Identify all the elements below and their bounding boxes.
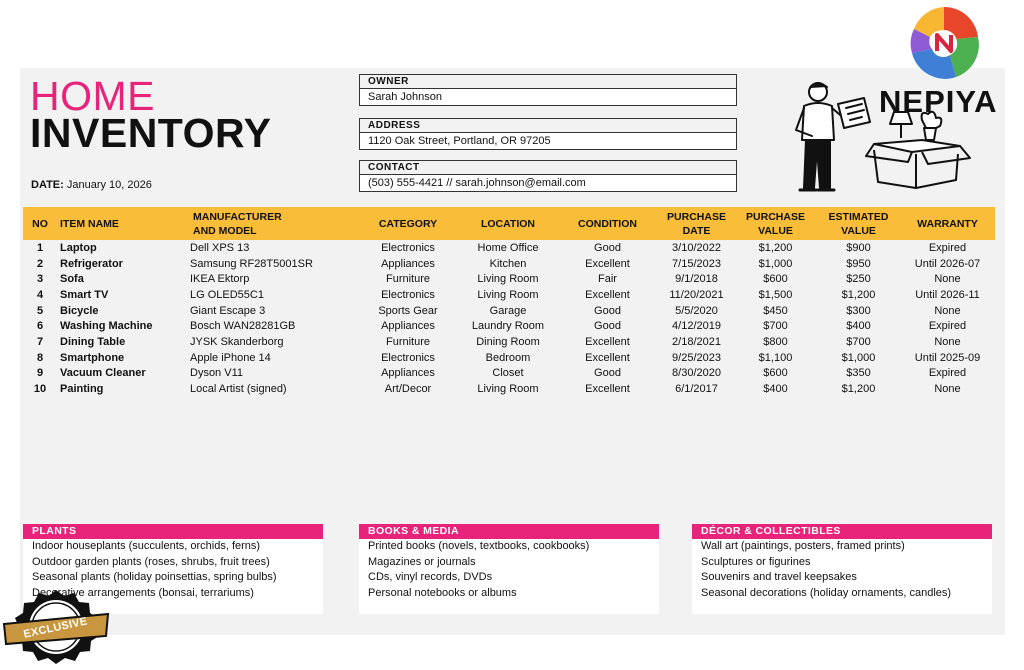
- cell-purchase-value: $800: [763, 335, 788, 348]
- cell-no: 9: [36, 367, 44, 380]
- table-row[interactable]: [23, 271, 995, 287]
- cell-category: Electronics: [381, 351, 435, 364]
- cell-condition: Good: [594, 320, 621, 333]
- cell-item-name: Smart TV: [60, 288, 109, 301]
- cell-warranty: Expired: [928, 320, 967, 333]
- cell-condition: Excellent: [585, 383, 630, 396]
- category-item: Wall art (paintings, posters, framed prints): [701, 540, 905, 552]
- cell-purchase-value: $1,200: [758, 241, 793, 254]
- header-condition: CONDITION: [556, 207, 659, 240]
- header-pvalue-line1: PURCHASE: [746, 210, 805, 223]
- category-panel-decor-collectibles: [692, 524, 992, 614]
- header-manufacturer-line2: AND MODEL: [193, 224, 257, 237]
- cell-condition: Excellent: [585, 257, 630, 270]
- header-pdate-line1: PURCHASE: [667, 210, 726, 223]
- cell-manufacturer: Samsung RF28T5001SR: [190, 257, 313, 270]
- table-row[interactable]: [23, 334, 995, 350]
- cell-estimated-value: $1,200: [841, 288, 876, 301]
- category-title: PLANTS: [23, 524, 323, 539]
- table-row[interactable]: [23, 318, 995, 334]
- category-item: Seasonal decorations (holiday ornaments, candles): [701, 586, 952, 599]
- table-row[interactable]: [23, 256, 995, 272]
- date-value: January 10, 2026: [66, 179, 152, 191]
- cell-purchase-date: 11/20/2021: [669, 288, 724, 301]
- cell-location: Laundry Room: [471, 320, 545, 333]
- table-header-row: [23, 207, 995, 240]
- contact-value[interactable]: (503) 555-4421 // sarah.johnson@email.com: [368, 177, 586, 189]
- category-item: Outdoor garden plants (roses, shrubs, fruit trees): [32, 555, 270, 568]
- category-item: CDs, vinyl records, DVDs: [368, 571, 493, 584]
- cell-manufacturer: Giant Escape 3: [190, 304, 266, 317]
- header-purchase-date: [659, 207, 734, 240]
- cell-manufacturer: IKEA Ektorp: [190, 273, 250, 286]
- cell-location: Living Room: [477, 288, 539, 301]
- table-row[interactable]: [23, 381, 995, 397]
- cell-category: Appliances: [381, 367, 435, 380]
- cell-location: Living Room: [477, 383, 539, 396]
- address-value[interactable]: 1120 Oak Street, Portland, OR 97205: [368, 135, 551, 147]
- cell-purchase-date: 8/30/2020: [672, 367, 721, 380]
- cell-warranty: Expired: [928, 241, 967, 254]
- cell-no: 1: [36, 241, 44, 254]
- cell-condition: Fair: [598, 273, 617, 286]
- cell-condition: Excellent: [585, 288, 630, 301]
- address-box: [359, 118, 737, 150]
- table-row[interactable]: [23, 287, 995, 303]
- cell-item-name: Laptop: [60, 241, 97, 254]
- category-item: Seasonal plants (holiday poinsettias, spring bulbs): [32, 571, 277, 584]
- cell-no: 5: [36, 304, 44, 317]
- header-pvalue-line2: VALUE: [758, 224, 793, 237]
- cell-estimated-value: $400: [846, 320, 871, 333]
- cell-manufacturer: Dell XPS 13: [190, 241, 250, 254]
- cell-purchase-date: 9/1/2018: [675, 273, 718, 286]
- cell-purchase-date: 2/18/2021: [672, 335, 721, 348]
- header-manufacturer-line1: MANUFACTURER: [193, 210, 282, 223]
- cell-warranty: None: [934, 304, 961, 317]
- cell-purchase-value: $700: [763, 320, 788, 333]
- cell-item-name: Bicycle: [60, 304, 99, 317]
- cell-category: Appliances: [381, 257, 435, 270]
- cell-manufacturer: JYSK Skanderborg: [190, 335, 284, 348]
- cell-purchase-value: $1,500: [758, 288, 793, 301]
- cell-category: Sports Gear: [378, 304, 438, 317]
- header-estimated-value: [817, 207, 900, 240]
- cell-purchase-date: 7/15/2023: [672, 257, 721, 270]
- cell-condition: Good: [594, 367, 621, 380]
- cell-purchase-date: 4/12/2019: [672, 320, 721, 333]
- nepiya-logo-icon: [904, 3, 984, 81]
- header-warranty: WARRANTY: [900, 207, 995, 240]
- cell-category: Art/Decor: [384, 383, 432, 396]
- category-item: Magazines or journals: [368, 555, 476, 568]
- cell-warranty: None: [934, 273, 961, 286]
- address-label: ADDRESS: [360, 119, 736, 133]
- cell-manufacturer: Local Artist (signed): [190, 383, 287, 396]
- cell-no: 6: [36, 320, 44, 333]
- category-title: BOOKS & MEDIA: [359, 524, 659, 539]
- cell-purchase-value: $450: [763, 304, 788, 317]
- header-purchase-value: [734, 207, 817, 240]
- cell-purchase-date: 3/10/2022: [672, 241, 721, 254]
- header-category: CATEGORY: [356, 207, 460, 240]
- cell-condition: Good: [594, 304, 621, 317]
- cell-no: 8: [36, 351, 44, 364]
- cell-manufacturer: LG OLED55C1: [190, 288, 264, 301]
- cell-warranty: Until 2026-11: [915, 288, 980, 301]
- cell-condition: Good: [594, 241, 621, 254]
- date-line: [31, 179, 152, 191]
- table-body: [23, 240, 995, 397]
- exclusive-badge-label: EXCLUSIVE: [22, 615, 89, 641]
- cell-manufacturer: Dyson V11: [190, 367, 243, 380]
- cell-estimated-value: $300: [846, 304, 871, 317]
- cell-warranty: Until 2025-09: [914, 351, 981, 364]
- header-evalue-line1: ESTIMATED: [828, 210, 889, 223]
- cell-purchase-value: $1,000: [758, 257, 793, 270]
- cell-purchase-date: 6/1/2017: [675, 383, 718, 396]
- cell-warranty: None: [934, 335, 961, 348]
- cell-item-name: Sofa: [60, 273, 84, 286]
- contact-label: CONTACT: [360, 161, 736, 175]
- cell-purchase-value: $600: [763, 367, 788, 380]
- owner-box: [359, 74, 737, 106]
- cell-no: 2: [36, 257, 44, 270]
- cell-estimated-value: $1,000: [841, 351, 876, 364]
- cell-location: Living Room: [477, 273, 539, 286]
- cell-condition: Excellent: [585, 351, 630, 364]
- header-no: NO: [23, 207, 57, 240]
- cell-condition: Excellent: [585, 335, 630, 348]
- cell-no: 3: [36, 273, 44, 286]
- cell-purchase-date: 9/25/2023: [672, 351, 721, 364]
- cell-location: Garage: [489, 304, 527, 317]
- category-panel-books-media: [359, 524, 659, 614]
- title-line-inventory: INVENTORY: [30, 110, 272, 156]
- category-item: Personal notebooks or albums: [368, 586, 517, 599]
- header-location: LOCATION: [460, 207, 556, 240]
- cell-estimated-value: $950: [846, 257, 871, 270]
- category-item: Sculptures or figurines: [701, 555, 811, 568]
- header-pdate-line2: DATE: [682, 224, 711, 237]
- title-line-home: HOME: [30, 73, 155, 119]
- cell-location: Home Office: [477, 241, 539, 254]
- cell-purchase-value: $600: [763, 273, 788, 286]
- cell-no: 7: [36, 335, 44, 348]
- cell-location: Dining Room: [476, 335, 540, 348]
- cell-item-name: Dining Table: [60, 335, 126, 348]
- category-item: Decorative arrangements (bonsai, terrariums): [32, 586, 254, 599]
- header-manufacturer: [190, 207, 356, 240]
- cell-purchase-date: 5/5/2020: [675, 304, 718, 317]
- cell-warranty: None: [934, 383, 961, 396]
- date-label: DATE:: [31, 179, 64, 191]
- header-evalue-line2: VALUE: [841, 224, 876, 237]
- brand-name: NEPIYA: [879, 84, 998, 119]
- cell-item-name: Painting: [60, 383, 104, 396]
- cell-estimated-value: $1,200: [841, 383, 876, 396]
- table-row[interactable]: [23, 303, 995, 319]
- owner-label: OWNER: [360, 75, 736, 89]
- cell-estimated-value: $350: [846, 367, 871, 380]
- cell-purchase-value: $1,100: [758, 351, 793, 364]
- category-item: Printed books (novels, textbooks, cookbooks): [368, 540, 590, 552]
- cell-purchase-value: $400: [763, 383, 788, 396]
- header-item-name: ITEM NAME: [57, 207, 190, 240]
- owner-value[interactable]: Sarah Johnson: [368, 91, 442, 103]
- table-row[interactable]: [23, 350, 995, 366]
- cell-warranty: Until 2026-07: [914, 257, 981, 270]
- cell-category: Furniture: [385, 273, 431, 286]
- cell-category: Electronics: [381, 288, 435, 301]
- cell-item-name: Smartphone: [60, 351, 125, 364]
- cell-no: 10: [33, 383, 47, 396]
- inventory-table: [23, 207, 995, 397]
- contact-box: [359, 160, 737, 192]
- cell-manufacturer: Apple iPhone 14: [190, 351, 271, 364]
- cell-item-name: Vacuum Cleaner: [60, 367, 146, 380]
- cell-location: Kitchen: [489, 257, 527, 270]
- moving-box-icon: [864, 110, 974, 190]
- cell-estimated-value: $250: [846, 273, 871, 286]
- cell-no: 4: [36, 288, 44, 301]
- cell-item-name: Refrigerator: [60, 257, 123, 270]
- cell-warranty: Expired: [928, 367, 967, 380]
- table-row[interactable]: [23, 240, 995, 256]
- cell-manufacturer: Bosch WAN28281GB: [190, 320, 296, 333]
- cell-estimated-value: $700: [846, 335, 871, 348]
- table-row[interactable]: [23, 366, 995, 382]
- cell-estimated-value: $900: [846, 241, 871, 254]
- category-item: Souvenirs and travel keepsakes: [701, 571, 857, 584]
- category-item: Indoor houseplants (succulents, orchids, ferns): [32, 540, 261, 552]
- cell-category: Electronics: [381, 241, 435, 254]
- cell-location: Closet: [492, 367, 524, 380]
- cell-category: Furniture: [385, 335, 431, 348]
- cell-item-name: Washing Machine: [60, 320, 153, 333]
- cell-category: Appliances: [381, 320, 435, 333]
- category-title: DÉCOR & COLLECTIBLES: [692, 524, 992, 539]
- cell-location: Bedroom: [485, 351, 531, 364]
